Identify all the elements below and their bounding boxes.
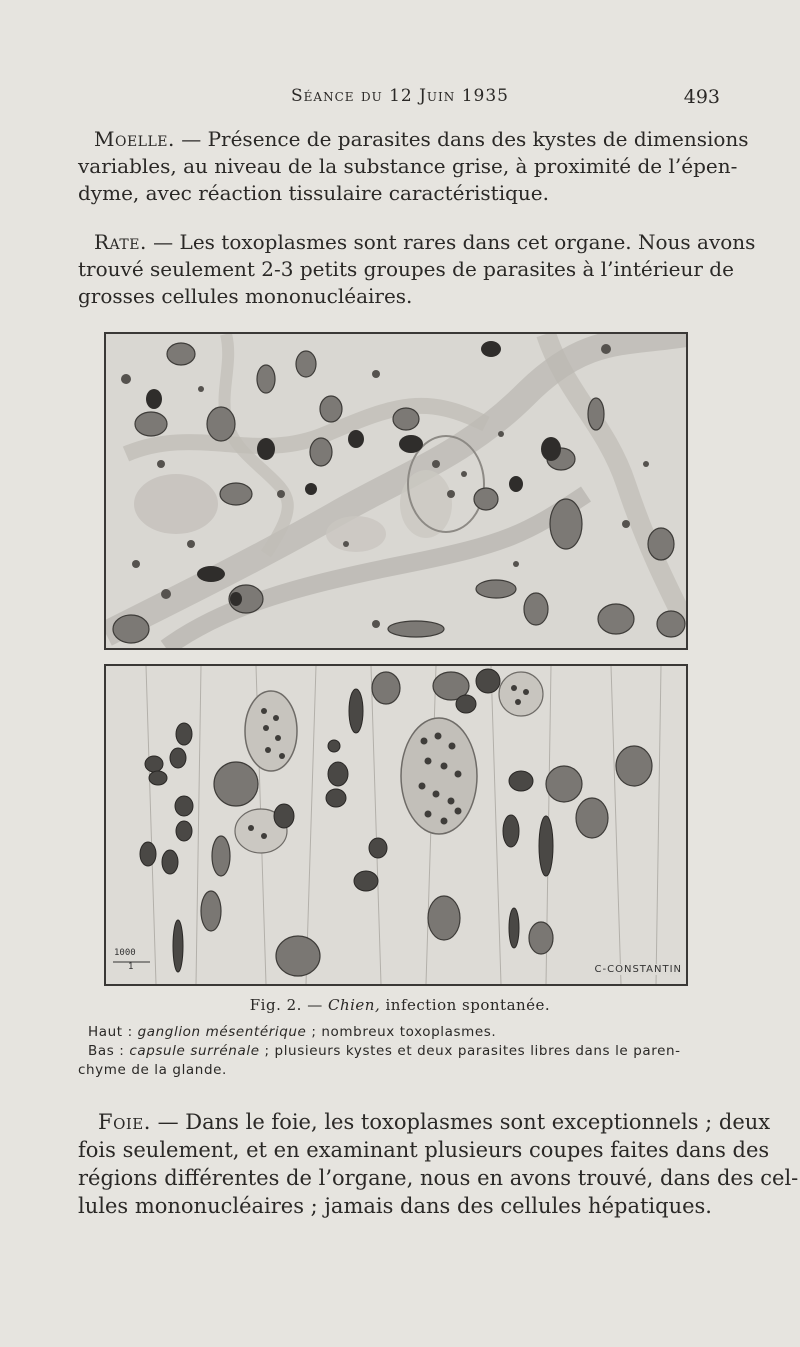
text-run: — Dans le foie, les toxoplasmes sont exceptionnels ; deux [150, 1110, 771, 1134]
running-head [0, 84, 800, 114]
paragraph-foie [78, 1108, 799, 1220]
figure-panel-bottom [104, 664, 688, 986]
legend-italic: capsule surrénale [129, 1043, 260, 1059]
text-line [78, 229, 756, 256]
legend-text: ; nombreux toxoplasmes. [306, 1024, 497, 1040]
text-line: dyme, avec réaction tissulaire caractéristique. [78, 181, 549, 205]
text-line: fois seulement, et en examinant plusieurs coupes faites dans des [78, 1138, 770, 1162]
legend-line-haut [78, 1023, 724, 1042]
caption-rest: infection spontanée. [380, 996, 551, 1014]
paragraph-lead: Foie. [98, 1110, 151, 1134]
caption-italic: Chien, [327, 996, 381, 1014]
paragraph-rate [78, 229, 756, 310]
legend-text: ; plusieurs kystes et deux parasites libres dans le paren- [259, 1043, 681, 1059]
figure-legend [78, 1023, 724, 1080]
text-line: trouvé seulement 2-3 petits groupes de parasites à l’intérieur de [78, 257, 734, 281]
paragraph-lead: Rate. [94, 230, 147, 254]
artist-signature: C-CONSTANTIN [594, 964, 682, 975]
text-run: — Les toxoplasmes sont rares dans cet organe. Nous avons [146, 230, 756, 254]
text-line [78, 1108, 771, 1136]
legend-italic: ganglion mésentérique [137, 1024, 307, 1040]
micrograph-illustration-bottom [106, 666, 686, 984]
text-line: régions différentes de l’organe, nous en avons trouvé, dans des cel- [78, 1166, 799, 1190]
scale-unit: 1 [128, 962, 134, 972]
caption-prefix: Fig. 2. — [249, 996, 328, 1014]
figure-caption [0, 996, 800, 1014]
text-line: lules mononucléaires ; jamais dans des cellules hépatiques. [78, 1194, 712, 1218]
legend-line-bas-cont: chyme de la glande. [78, 1062, 227, 1078]
text-line: grosses cellules mononucléaires. [78, 284, 413, 308]
paragraph-moelle [78, 126, 749, 207]
legend-label: Bas : [88, 1043, 130, 1059]
text-line [78, 126, 749, 153]
paragraph-lead: Moelle. [94, 127, 175, 151]
legend-line-bas [78, 1042, 724, 1061]
micrograph-illustration-top [106, 334, 686, 648]
figure-panel-top [104, 332, 688, 650]
scale-magnification: 1000 [114, 948, 136, 958]
running-title: Séance du 12 Juin 1935 [291, 86, 509, 106]
page-number: 493 [683, 86, 720, 108]
legend-label: Haut : [88, 1024, 138, 1040]
text-run: — Présence de parasites dans des kystes de dimensions [174, 127, 749, 151]
text-line: variables, au niveau de la substance grise, à proximité de l’épen- [78, 154, 738, 178]
